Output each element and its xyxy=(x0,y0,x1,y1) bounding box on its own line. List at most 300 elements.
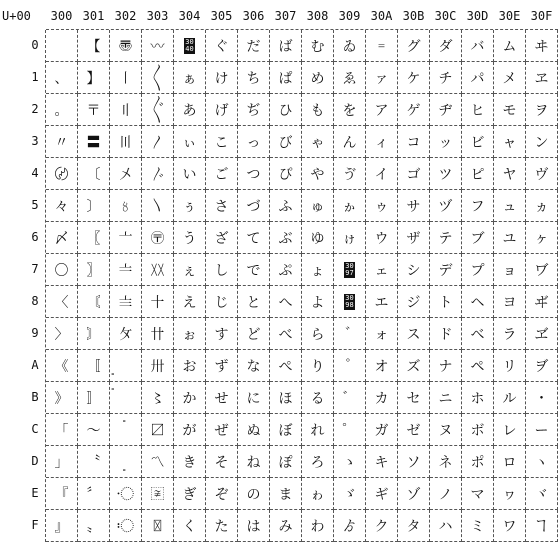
glyph-cell xyxy=(398,222,430,254)
glyph: 〼 xyxy=(150,422,165,439)
glyph-cell xyxy=(238,414,270,446)
glyph: ゑ xyxy=(342,70,357,87)
glyph-cell xyxy=(302,446,334,478)
glyph: げ xyxy=(214,102,229,119)
glyph-cell xyxy=(430,190,462,222)
glyph-cell xyxy=(78,126,110,158)
glyph-cell xyxy=(494,510,526,542)
glyph: ー xyxy=(534,422,549,439)
glyph-cell xyxy=(462,414,494,446)
glyph-cell xyxy=(494,350,526,382)
glyph: と xyxy=(246,294,261,311)
row-header: 2 xyxy=(31,102,39,116)
glyph: 〠 xyxy=(118,38,133,55)
glyph-cell xyxy=(526,510,558,542)
glyph: 〈 xyxy=(54,294,69,311)
glyph: 〇 xyxy=(54,262,69,279)
glyph-cell xyxy=(270,30,302,62)
glyph: 〗 xyxy=(86,262,101,279)
glyph: ュ xyxy=(502,198,517,215)
glyph-cell xyxy=(46,350,78,382)
glyph-cell xyxy=(270,158,302,190)
glyph: わ xyxy=(310,518,325,535)
column-header: 30C xyxy=(434,9,457,23)
glyph-cell xyxy=(494,318,526,350)
glyph-cell xyxy=(462,94,494,126)
glyph: ょ xyxy=(310,262,325,279)
glyph-cell xyxy=(238,318,270,350)
glyph-cell xyxy=(366,382,398,414)
glyph: ぜ xyxy=(214,422,229,439)
glyph: ゝ xyxy=(342,454,357,471)
glyph: ヺ xyxy=(534,358,549,375)
glyph: パ xyxy=(470,70,485,87)
glyph: ク xyxy=(374,518,389,535)
glyph-cell xyxy=(110,94,142,126)
glyph-cell xyxy=(366,30,398,62)
glyph-cell xyxy=(46,158,78,190)
glyph: ヶ xyxy=(534,230,549,247)
glyph: 》 xyxy=(54,390,69,407)
glyph-cell xyxy=(398,254,430,286)
glyph-cell xyxy=(526,222,558,254)
glyph-cell xyxy=(526,382,558,414)
glyph: バ xyxy=(470,38,485,55)
glyph: ば xyxy=(278,38,293,55)
glyph-cell xyxy=(462,126,494,158)
glyph-cell xyxy=(430,446,462,478)
glyph-cell xyxy=(174,254,206,286)
row-header: A xyxy=(31,358,39,372)
glyph-cell xyxy=(302,222,334,254)
glyph-cell xyxy=(142,446,174,478)
glyph: 〄 xyxy=(54,166,69,183)
glyph: ま xyxy=(278,486,293,503)
glyph-cell xyxy=(270,446,302,478)
glyph: 〟 xyxy=(86,518,101,535)
glyph-cell xyxy=(142,478,174,510)
glyph: た xyxy=(214,518,229,535)
glyph: ヂ xyxy=(438,102,453,119)
glyph: ぼ xyxy=(278,422,293,439)
missing-glyph-badge: 30 98 xyxy=(345,293,354,309)
glyph: で xyxy=(246,262,261,279)
glyph: ゞ xyxy=(342,486,357,503)
glyph-cell xyxy=(110,190,142,222)
glyph-cell xyxy=(398,382,430,414)
glyph: リ xyxy=(502,358,517,375)
glyph-cell xyxy=(462,350,494,382)
glyph-cell xyxy=(206,158,238,190)
glyph-cell xyxy=(398,190,430,222)
glyph: す xyxy=(214,326,229,343)
glyph: フ xyxy=(470,198,485,215)
glyph: 〴 xyxy=(150,166,165,183)
glyph: ぱ xyxy=(278,70,293,87)
glyph: ル xyxy=(502,390,517,407)
glyph-cell xyxy=(174,478,206,510)
glyph-cell xyxy=(46,446,78,478)
glyph: え xyxy=(182,294,197,311)
glyph-cell xyxy=(46,286,78,318)
glyph: ワ xyxy=(502,518,517,535)
glyph: づ xyxy=(246,198,261,215)
glyph: 。 xyxy=(54,102,69,119)
glyph-cell xyxy=(110,158,142,190)
glyph: り xyxy=(310,358,325,375)
glyph: ド xyxy=(438,326,453,343)
glyph: ス xyxy=(406,326,421,343)
glyph: ほ xyxy=(278,390,293,407)
glyph-cell xyxy=(174,222,206,254)
glyph-cell xyxy=(78,190,110,222)
glyph-cell xyxy=(494,382,526,414)
glyph-cell xyxy=(494,30,526,62)
glyph: な xyxy=(246,358,261,375)
glyph-cell xyxy=(462,286,494,318)
glyph: 〹 xyxy=(150,326,165,343)
glyph: ザ xyxy=(406,230,421,247)
glyph: 〦 xyxy=(118,230,133,247)
glyph-cell xyxy=(366,254,398,286)
glyph-cell xyxy=(494,62,526,94)
glyph: ゐ xyxy=(342,38,357,55)
glyph-cell xyxy=(302,414,334,446)
glyph-cell xyxy=(334,190,366,222)
glyph-cell xyxy=(398,30,430,62)
glyph: 〕 xyxy=(86,198,101,215)
glyph-cell xyxy=(78,30,110,62)
glyph: ゠ xyxy=(374,38,389,55)
glyph: 〵 xyxy=(150,198,165,215)
glyph-cell xyxy=(302,158,334,190)
glyph: ギ xyxy=(374,486,389,503)
column-header: 30E xyxy=(498,9,521,23)
glyph-cell xyxy=(462,254,494,286)
glyph: ナ xyxy=(438,358,453,375)
glyph-cell xyxy=(302,126,334,158)
glyph: デ xyxy=(438,262,453,279)
glyph: ゛ xyxy=(342,390,357,407)
glyph-cell xyxy=(302,94,334,126)
glyph: ぉ xyxy=(182,326,197,343)
glyph: み xyxy=(278,518,293,535)
glyph: け xyxy=(214,70,229,87)
glyph: ム xyxy=(502,38,517,55)
glyph-cell xyxy=(334,222,366,254)
glyph-cell xyxy=(142,222,174,254)
glyph: ロ xyxy=(502,454,517,471)
glyph: ベ xyxy=(470,326,485,343)
glyph: 〿 xyxy=(150,518,165,535)
missing-glyph-badge: 30 40 xyxy=(185,37,194,53)
glyph-cell xyxy=(110,350,142,382)
glyph: ゅ xyxy=(310,198,325,215)
glyph-cell xyxy=(142,62,174,94)
glyph-cell xyxy=(494,414,526,446)
glyph-cell xyxy=(174,446,206,478)
glyph: ヤ xyxy=(502,166,517,183)
glyph-cell xyxy=(142,254,174,286)
column-header: 304 xyxy=(178,9,201,23)
glyph-cell xyxy=(238,62,270,94)
row-header: D xyxy=(31,454,39,468)
glyph-cell xyxy=(526,190,558,222)
glyph: ゴ xyxy=(406,166,421,183)
glyph-cell xyxy=(238,254,270,286)
glyph: ヵ xyxy=(534,198,549,215)
glyph-cell xyxy=(238,478,270,510)
glyph: ヸ xyxy=(534,294,549,311)
glyph-cell xyxy=(334,158,366,190)
glyph: シ xyxy=(406,262,421,279)
glyph-cell xyxy=(270,286,302,318)
glyph-cell xyxy=(78,158,110,190)
glyph-cell xyxy=(494,190,526,222)
glyph: ミ xyxy=(470,518,485,535)
glyph: ケ xyxy=(406,70,421,87)
glyph: 】 xyxy=(86,70,101,87)
glyph: ボ xyxy=(470,422,485,439)
column-header: 301 xyxy=(82,9,105,23)
glyph: い xyxy=(182,166,197,183)
glyph-cell xyxy=(398,510,430,542)
glyph-cell xyxy=(398,286,430,318)
glyph: ホ xyxy=(470,390,485,407)
glyph: ズ xyxy=(406,358,421,375)
glyph: 〳 xyxy=(150,134,165,151)
glyph: ィ xyxy=(374,134,389,151)
glyph-cell xyxy=(334,286,366,318)
glyph-cell xyxy=(430,414,462,446)
glyph-cell xyxy=(430,382,462,414)
glyph-cell xyxy=(206,478,238,510)
glyph: き xyxy=(182,454,197,471)
glyph: こ xyxy=(214,134,229,151)
missing-glyph-badge: 30 97 xyxy=(345,261,354,277)
glyph: ヴ xyxy=(534,166,549,183)
glyph: ゔ xyxy=(342,166,357,183)
glyph: つ xyxy=(246,166,261,183)
glyph: ろ xyxy=(310,454,325,471)
glyph: プ xyxy=(470,262,485,279)
glyph-cell xyxy=(366,446,398,478)
glyph: お xyxy=(182,358,197,375)
glyph-cell xyxy=(302,30,334,62)
row-header: E xyxy=(31,486,39,500)
glyph: ど xyxy=(246,326,261,343)
glyph: ぁ xyxy=(182,70,197,87)
glyph: ん xyxy=(342,134,357,151)
glyph-cell xyxy=(78,62,110,94)
glyph-cell xyxy=(174,318,206,350)
glyph: 〤 xyxy=(118,166,133,183)
glyph: ヾ xyxy=(534,486,549,503)
glyph: 『 xyxy=(54,486,69,503)
glyph: ノ xyxy=(438,486,453,503)
glyph-cell xyxy=(78,254,110,286)
glyph-cell xyxy=(494,254,526,286)
glyph: ヹ xyxy=(534,326,549,343)
glyph: ン xyxy=(534,134,549,151)
glyph: ゜ xyxy=(342,422,357,439)
glyph-cell xyxy=(494,478,526,510)
glyph-cell xyxy=(462,190,494,222)
glyph: ヒ xyxy=(470,102,485,119)
glyph: に xyxy=(246,390,261,407)
glyph-cell xyxy=(142,30,174,62)
glyph-cell xyxy=(142,190,174,222)
glyph: 』 xyxy=(54,518,69,535)
glyph-cell xyxy=(206,222,238,254)
glyph: そ xyxy=(214,454,229,471)
glyph-cell xyxy=(238,30,270,62)
glyph: ざ xyxy=(214,230,229,247)
glyph: ぐ xyxy=(214,38,229,55)
glyph: へ xyxy=(278,294,293,311)
glyph-cell xyxy=(206,510,238,542)
glyph: ツ xyxy=(438,166,453,183)
glyph: ユ xyxy=(502,230,517,247)
glyph xyxy=(55,36,69,56)
glyph-cell xyxy=(46,94,78,126)
glyph: べ xyxy=(278,326,293,343)
glyph: ぅ xyxy=(182,198,197,215)
glyph: ニ xyxy=(438,390,453,407)
glyph-cell xyxy=(174,510,206,542)
column-header: 309 xyxy=(338,9,361,23)
glyph-cell xyxy=(206,446,238,478)
glyph-cell xyxy=(270,94,302,126)
glyph-cell xyxy=(430,126,462,158)
glyph: 〽 xyxy=(150,454,165,471)
glyph: ャ xyxy=(502,134,517,151)
glyph: ァ xyxy=(374,70,389,87)
glyph: 〓 xyxy=(86,134,101,151)
glyph: ピ xyxy=(470,166,485,183)
row-header: B xyxy=(31,390,39,404)
row-header: 4 xyxy=(31,166,39,180)
glyph-cell xyxy=(430,30,462,62)
glyph: ヽ xyxy=(534,454,549,471)
glyph-cell xyxy=(142,318,174,350)
glyph-cell xyxy=(366,414,398,446)
glyph-cell xyxy=(78,222,110,254)
glyph-cell xyxy=(206,62,238,94)
glyph-cell xyxy=(366,350,398,382)
glyph-cell xyxy=(526,158,558,190)
glyph: レ xyxy=(502,422,517,439)
glyph-cell xyxy=(270,414,302,446)
glyph: 〾 xyxy=(150,486,165,503)
glyph: イ xyxy=(374,166,389,183)
glyph-cell xyxy=(78,318,110,350)
row-header: 0 xyxy=(31,38,39,52)
column-header: 30A xyxy=(370,9,393,23)
glyph: 」 xyxy=(54,454,69,471)
glyph: メ xyxy=(502,70,517,87)
glyph-cell xyxy=(302,254,334,286)
glyph-cell xyxy=(46,30,78,62)
glyph: ォ xyxy=(374,326,389,343)
glyph: 〞 xyxy=(86,486,101,503)
glyph-cell xyxy=(526,478,558,510)
glyph: 〖 xyxy=(86,230,101,247)
glyph-cell xyxy=(334,446,366,478)
glyph: 〶 xyxy=(150,230,165,247)
glyph-cell xyxy=(46,190,78,222)
glyph: し xyxy=(214,262,229,279)
glyph: び xyxy=(278,134,293,151)
glyph: チ xyxy=(438,70,453,87)
glyph-cell xyxy=(110,318,142,350)
glyph: ゖ xyxy=(342,230,357,247)
glyph: 〲 xyxy=(150,102,165,119)
glyph-cell xyxy=(206,414,238,446)
glyph: が xyxy=(182,422,197,439)
glyph-cell xyxy=(334,382,366,414)
glyph-cell xyxy=(46,126,78,158)
glyph-cell xyxy=(430,350,462,382)
glyph-cell xyxy=(334,94,366,126)
glyph: 〸 xyxy=(150,294,165,311)
row-header: 1 xyxy=(31,70,39,84)
column-header: 305 xyxy=(210,9,233,23)
glyph-cell xyxy=(430,478,462,510)
glyph: ね xyxy=(246,454,261,471)
glyph-cell xyxy=(366,190,398,222)
glyph: モ xyxy=(502,102,517,119)
glyph-cell xyxy=(238,158,270,190)
glyph: 〯 xyxy=(116,518,135,535)
glyph-cell xyxy=(270,510,302,542)
glyph-cell xyxy=(206,126,238,158)
glyph: 〷 xyxy=(150,262,165,279)
glyph: を xyxy=(342,102,357,119)
glyph-cell xyxy=(302,382,334,414)
glyph: ず xyxy=(214,358,229,375)
glyph: む xyxy=(310,38,325,55)
glyph-cell xyxy=(398,318,430,350)
glyph: エ xyxy=(374,294,389,311)
glyph: や xyxy=(310,166,325,183)
glyph-cell xyxy=(494,446,526,478)
glyph: 「 xyxy=(54,422,69,439)
glyph-cell xyxy=(334,62,366,94)
glyph-cell xyxy=(526,254,558,286)
column-header: 303 xyxy=(146,9,169,23)
glyph-cell xyxy=(110,414,142,446)
row-header: 3 xyxy=(31,134,39,148)
glyph-cell xyxy=(430,286,462,318)
glyph: ゃ xyxy=(310,134,325,151)
glyph: も xyxy=(310,102,325,119)
glyph-cell xyxy=(302,478,334,510)
glyph-cell xyxy=(302,318,334,350)
glyph-cell xyxy=(110,446,142,478)
glyph-cell xyxy=(462,478,494,510)
glyph: ブ xyxy=(470,230,485,247)
glyph: ぇ xyxy=(182,262,197,279)
glyph-cell xyxy=(46,414,78,446)
glyph-cell xyxy=(238,510,270,542)
glyph-cell xyxy=(430,94,462,126)
glyph-cell xyxy=(270,222,302,254)
glyph: ぴ xyxy=(278,166,293,183)
glyph: は xyxy=(246,518,261,535)
glyph-cell xyxy=(46,62,78,94)
glyph-cell xyxy=(238,222,270,254)
